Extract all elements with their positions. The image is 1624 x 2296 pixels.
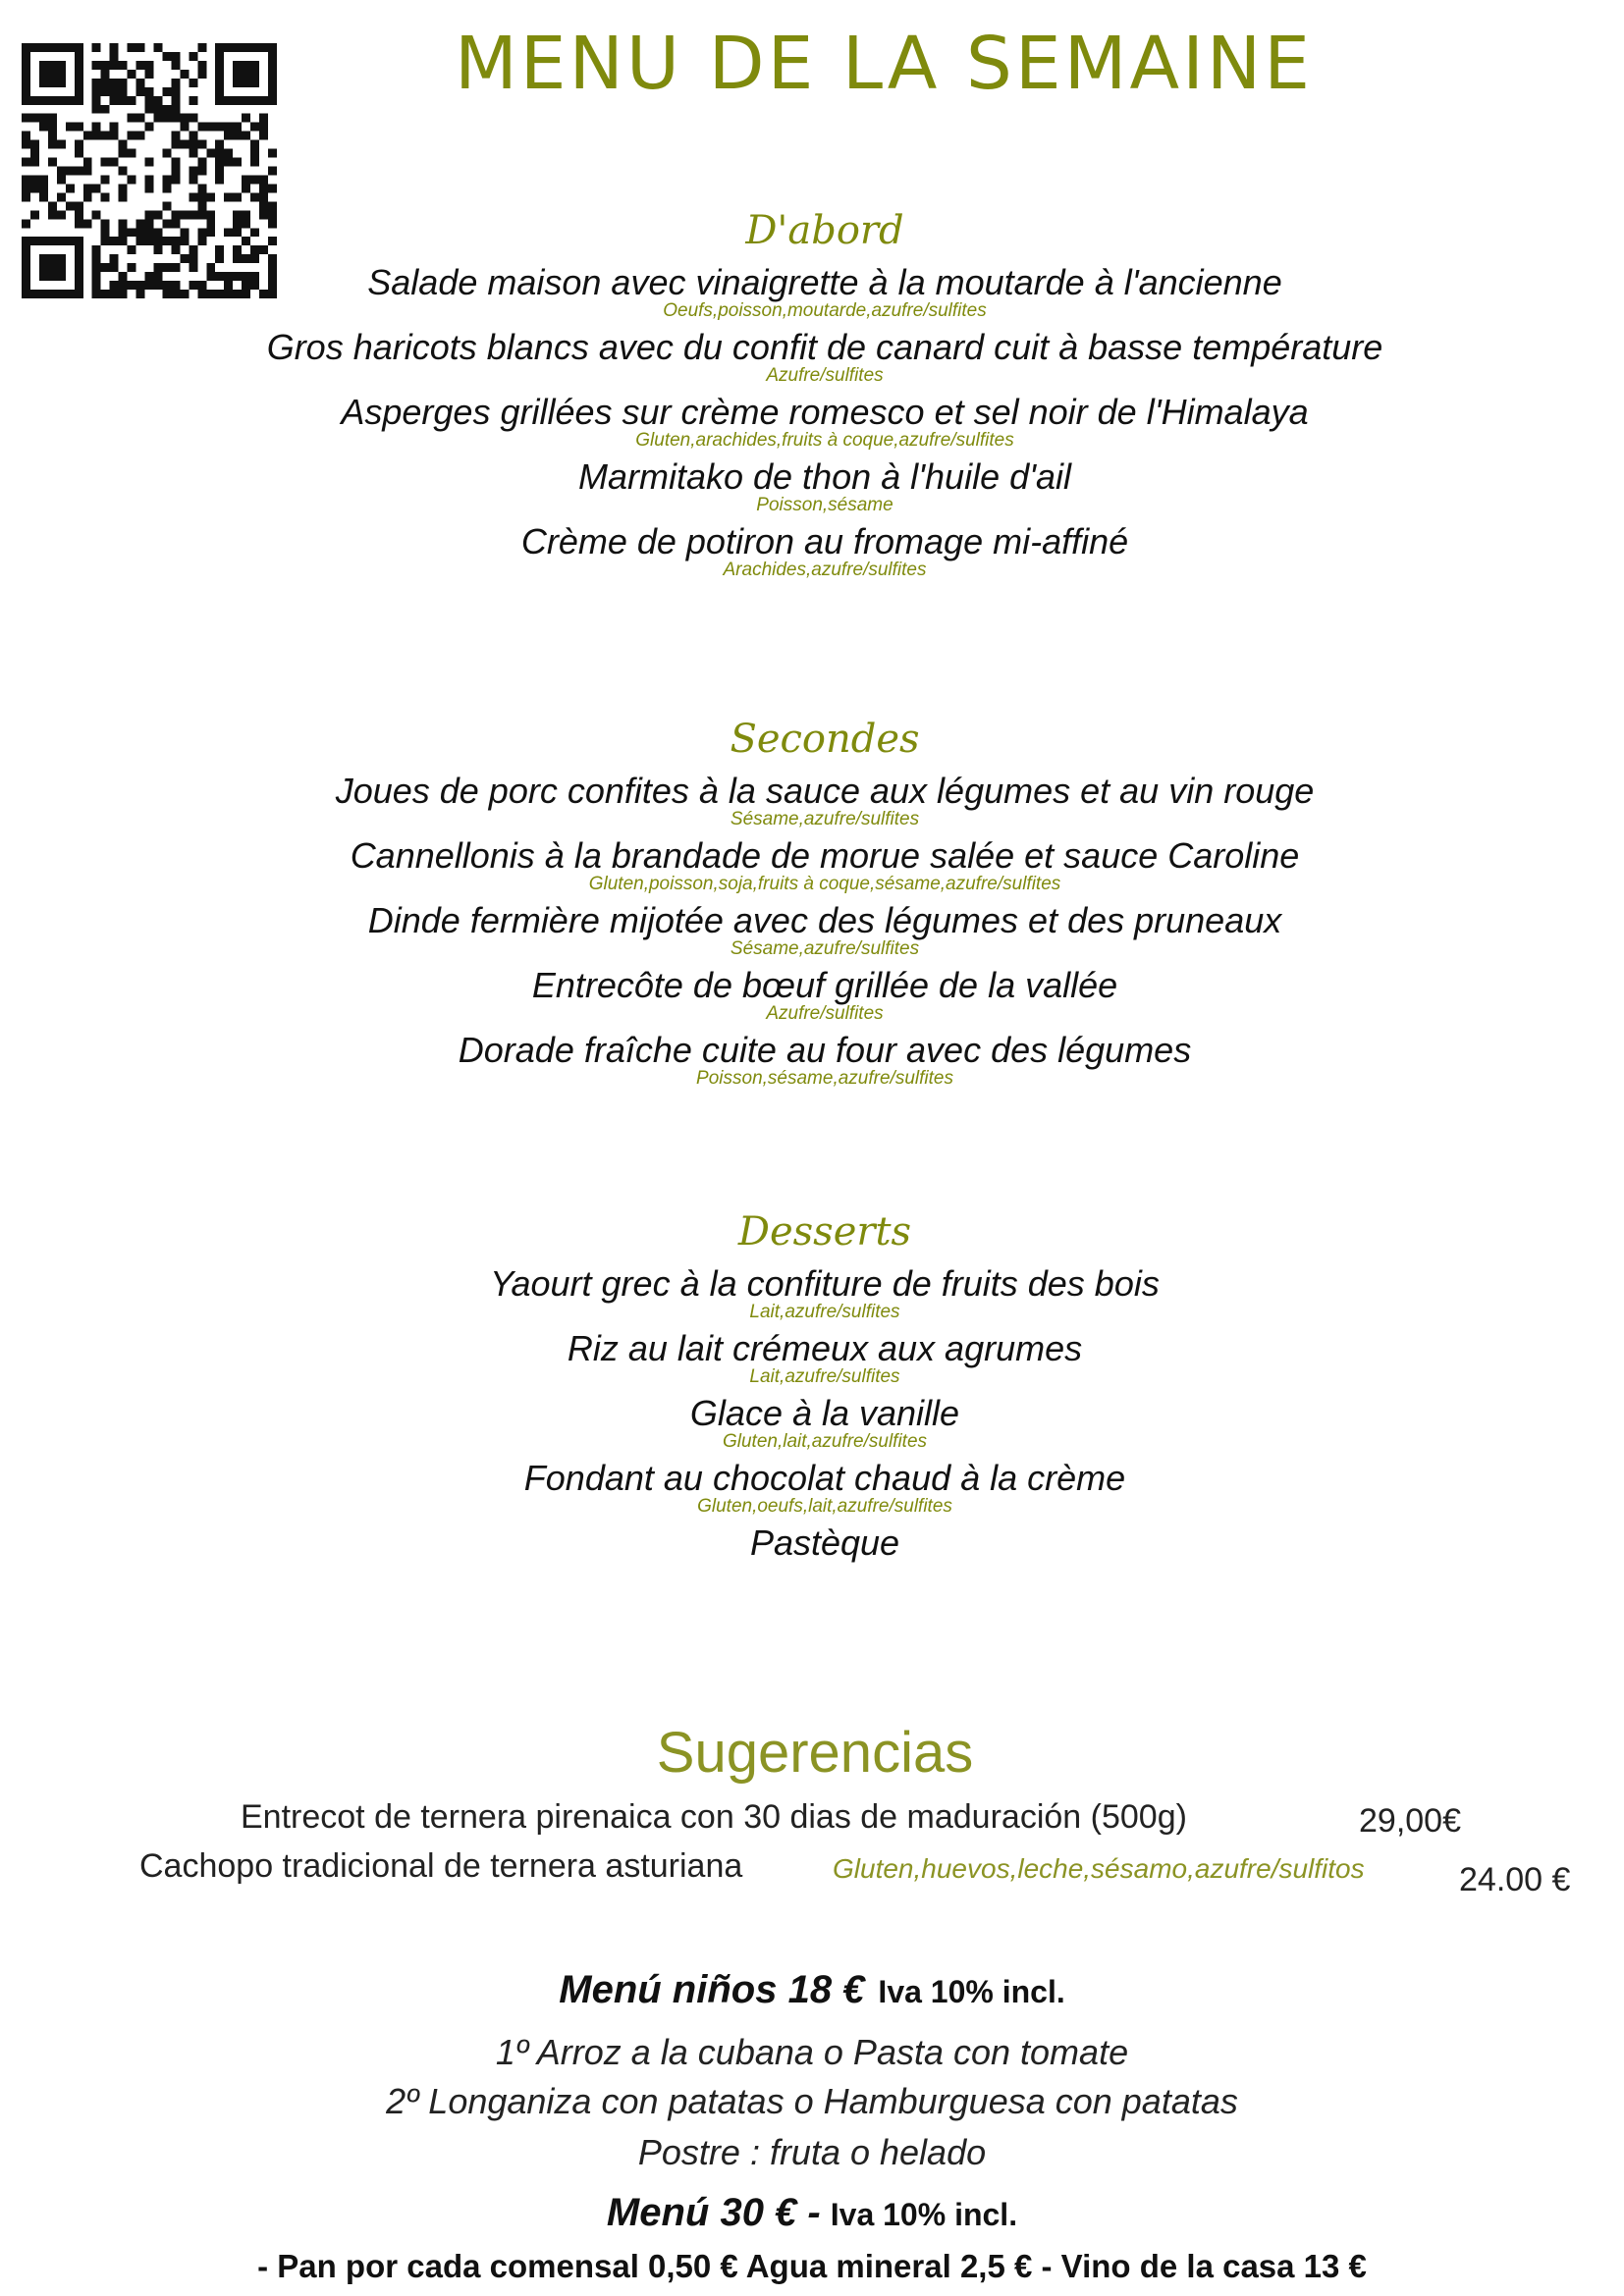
- menu-item: [147, 1459, 1502, 1518]
- kids-menu-line: 2º Longaniza con patatas o Hamburguesa con patatas: [386, 2081, 1238, 2121]
- menu-item: [147, 1329, 1502, 1388]
- allergen-list: Lait,azufre/sulfites: [749, 1366, 900, 1387]
- menu-item: [147, 1523, 1502, 1563]
- dish-name: Marmitako de thon à l'huile d'ail: [577, 456, 1071, 497]
- dish-name: Glace à la vanille: [689, 1393, 960, 1433]
- menu-item: [147, 772, 1502, 830]
- section-title-mains: Secondes: [730, 717, 920, 762]
- dish-name: Yaourt grec à la confiture de fruits des bois: [490, 1263, 1160, 1304]
- suggestion-price: 24.00 €: [1459, 1861, 1571, 1898]
- allergen-list: Azufre/sulfites: [766, 365, 884, 386]
- menu-item: [147, 328, 1502, 387]
- menu-item: [147, 966, 1502, 1025]
- dish-name: Asperges grillées sur crème romesco et sel noir de l'Himalaya: [341, 392, 1309, 432]
- allergen-list: Gluten,oeufs,lait,azufre/sulfites: [697, 1496, 952, 1517]
- kids-menu-line: Postre : fruta o helado: [637, 2132, 987, 2172]
- section-title-desserts: Desserts: [737, 1209, 912, 1255]
- allergen-list: Gluten,lait,azufre/sulfites: [722, 1431, 928, 1452]
- menu-item: [147, 901, 1502, 960]
- menu-item: [147, 263, 1502, 322]
- suggestion-dish: Entrecot de ternera pirenaica con 30 dias de maduración (500g): [241, 1798, 1187, 1836]
- section-starters: [147, 208, 1502, 587]
- menu-item: [147, 1031, 1502, 1090]
- menu-30-title: [0, 2191, 1624, 2235]
- section-title-starters: D'abord: [745, 208, 904, 253]
- dish-name: Salade maison avec vinaigrette à la moutarde à l'ancienne: [367, 262, 1282, 302]
- allergen-list: Gluten,arachides,fruits à coque,azufre/sulfites: [635, 430, 1014, 451]
- allergen-list: Oeufs,poisson,moutarde,azufre/sulfites: [663, 300, 987, 321]
- dish-name: Entrecôte de bœuf grillée de la vallée: [531, 965, 1118, 1005]
- dish-name: Joues de porc confites à la sauce aux légumes et au vin rouge: [335, 771, 1315, 811]
- dish-name: Pastèque: [749, 1522, 900, 1563]
- allergen-list: Poisson,sésame,azufre/sulfites: [696, 1068, 953, 1089]
- suggestion-price: 29,00€: [1359, 1802, 1461, 1840]
- suggestions-title: Sugerencias: [656, 1721, 974, 1785]
- allergen-list: Azufre/sulfites: [766, 1003, 884, 1024]
- dish-name: Gros haricots blancs avec du confit de canard cuit à basse température: [266, 327, 1383, 367]
- dish-name: Riz au lait crémeux aux agrumes: [567, 1328, 1083, 1368]
- menu-item: [147, 1394, 1502, 1453]
- menu-30-tax: Iva 10% incl.: [830, 2197, 1018, 2232]
- kids-menu-line: 1º Arroz a la cubana o Pasta con tomate: [495, 2032, 1129, 2072]
- menu-30-name: Menú 30 € -: [606, 2191, 821, 2234]
- allergen-list: Poisson,sésame: [756, 495, 893, 515]
- footer-prices: - Pan por cada comensal 0,50 € Agua mineral 2,5 € - Vino de la casa 13 €: [257, 2248, 1367, 2284]
- menu-item: [147, 522, 1502, 581]
- dish-name: Crème de potiron au fromage mi-affiné: [520, 521, 1129, 561]
- menu-item: [147, 1264, 1502, 1323]
- suggestion-dish: Cachopo tradicional de ternera asturiana: [139, 1847, 743, 1885]
- page-title: MENU DE LA SEMAINE: [454, 22, 1314, 106]
- section-mains: [147, 717, 1502, 1095]
- dish-name: Fondant au chocolat chaud à la crème: [523, 1458, 1126, 1498]
- allergen-list: Gluten,poisson,soja,fruits à coque,sésame,azufre/sulfites: [588, 874, 1061, 894]
- dish-name: Cannellonis à la brandade de morue salée et sauce Caroline: [350, 835, 1300, 876]
- dish-name: Dinde fermière mijotée avec des légumes et des pruneaux: [367, 900, 1282, 940]
- kids-menu-name: Menú niños 18 €: [559, 1968, 865, 2011]
- allergen-list: Sésame,azufre/sulfites: [730, 938, 920, 959]
- allergen-list: Lait,azufre/sulfites: [749, 1302, 900, 1322]
- kids-menu-tax: Iva 10% incl.: [878, 1974, 1065, 2009]
- section-desserts: [147, 1209, 1502, 1569]
- kids-menu-title: [0, 1968, 1624, 2012]
- menu-item: [147, 836, 1502, 895]
- suggestion-allergens: Gluten,huevos,leche,sésamo,azufre/sulfitos: [833, 1853, 1365, 1884]
- menu-item: [147, 457, 1502, 516]
- allergen-list: Sésame,azufre/sulfites: [730, 809, 920, 829]
- allergen-list: Arachides,azufre/sulfites: [723, 560, 927, 580]
- menu-item: [147, 393, 1502, 452]
- dish-name: Dorade fraîche cuite au four avec des légumes: [458, 1030, 1192, 1070]
